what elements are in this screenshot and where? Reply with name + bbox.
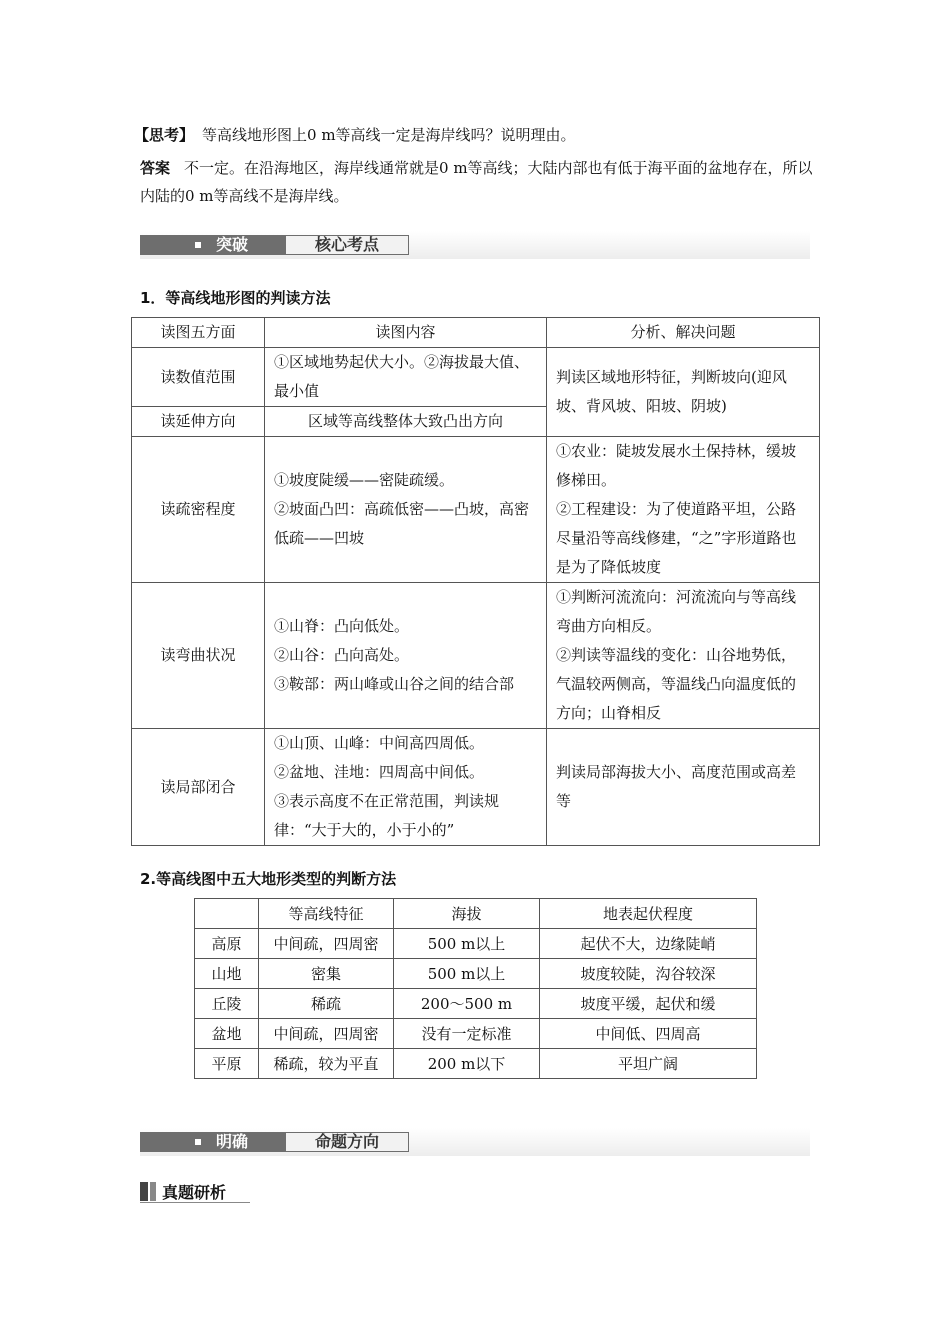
banner-dark-label [140, 235, 285, 255]
table-cell-content [265, 437, 547, 583]
content-line: ①山顶、山峰：中间高四周低。 [274, 734, 485, 752]
table-cell-analysis: 判读局部海拔大小、高度范围或高差等 [547, 729, 820, 846]
table-cell: 坡度较陡，沟谷较深 [540, 959, 757, 989]
banner-light-label: 核心考点 [285, 235, 409, 255]
table-cell: 盆地 [195, 1019, 259, 1049]
content-line: ③鞍部：两山峰或山谷之间的结合部 [274, 675, 515, 693]
table-row [195, 1019, 757, 1049]
landform-types-table [194, 898, 757, 1079]
table-cell: 200～500 m [394, 989, 540, 1019]
table-header: 读图内容 [265, 318, 547, 348]
content-line: ①坡度陡缓——密陡疏缓。 [274, 471, 455, 489]
section1-title: 1．等高线地形图的判读方法 [140, 289, 331, 307]
table-cell-analysis [547, 583, 820, 729]
answer-tag: 答案 [140, 159, 171, 177]
subsection-heading-text: 真题研析 [162, 1183, 227, 1202]
table-header: 等高线特征 [259, 899, 394, 929]
table-row [195, 989, 757, 1019]
table-cell: 500 m以上 [394, 929, 540, 959]
table-cell: 坡度平缓，起伏和缓 [540, 989, 757, 1019]
content-line: ②山谷：凸向高处。 [274, 646, 410, 664]
analysis-line: ①判断河流流向：河流流向与等高线弯曲方向相反。 [556, 588, 797, 635]
table-cell: 山地 [195, 959, 259, 989]
table-cell: 稀疏 [259, 989, 394, 1019]
table-cell: 中间疏，四周密 [259, 1019, 394, 1049]
table-cell: 平原 [195, 1049, 259, 1079]
heading-bar-icon [150, 1182, 156, 1201]
analysis-line: ①农业：陡坡发展水土保持林，缓坡修梯田。 [556, 442, 797, 489]
square-bullet-icon [195, 242, 201, 248]
answer-text: 不一定。在沿海地区，海岸线通常就是0 m等高线；大陆内部也有低于海平面的盆地存在，所以内陆的0 m等高线不是海岸线。 [140, 159, 813, 205]
table-cell-content: 区域等高线整体大致凸出方向 [265, 407, 547, 437]
table-cell: 丘陵 [195, 989, 259, 1019]
heading-underline [140, 1202, 250, 1203]
banner-dark-text: 明确 [216, 1132, 249, 1151]
heading-bar-icon [140, 1182, 148, 1201]
subsection-heading [140, 1179, 250, 1203]
table-cell: 500 m以上 [394, 959, 540, 989]
banner-dark-label [140, 1132, 285, 1152]
content-line: ①山脊：凸向低处。 [274, 617, 410, 635]
table-cell: 没有一定标准 [394, 1019, 540, 1049]
table-cell-aspect: 读疏密程度 [132, 437, 265, 583]
table-row [195, 1049, 757, 1079]
table-header: 分析、解决问题 [547, 318, 820, 348]
table-cell-aspect: 读数值范围 [132, 348, 265, 407]
analysis-line: ②判读等温线的变化：山谷地势低，气温较两侧高，等温线凸向温度低的方向；山脊相反 [556, 646, 797, 722]
content-line: ③表示高度不在正常范围，判读规律：“大于大的，小于小的” [274, 792, 500, 839]
table-cell-aspect: 读弯曲状况 [132, 583, 265, 729]
table-cell-analysis [547, 437, 820, 583]
table-cell: 平坦广阔 [540, 1049, 757, 1079]
table-cell: 中间疏，四周密 [259, 929, 394, 959]
table-cell: 稀疏，较为平直 [259, 1049, 394, 1079]
think-tag: 【思考】 [134, 126, 195, 144]
section2-title: 2.等高线图中五大地形类型的判断方法 [140, 870, 397, 888]
table-cell: 密集 [259, 959, 394, 989]
table-header: 海拔 [394, 899, 540, 929]
think-text: 等高线地形图上0 m等高线一定是海岸线吗？说明理由。 [202, 126, 576, 144]
answer-paragraph [140, 154, 820, 210]
table-cell-content [265, 583, 547, 729]
table-header: 地表起伏程度 [540, 899, 757, 929]
table-row [195, 929, 757, 959]
banner-dark-text: 突破 [216, 235, 249, 254]
table-header [195, 899, 259, 929]
content-line: ②盆地、洼地：四周高中间低。 [274, 763, 485, 781]
contour-reading-table [131, 317, 820, 846]
table-row [195, 959, 757, 989]
section-banner-breakthrough [140, 231, 810, 259]
table-cell-analysis: 判读区域地形特征，判断坡向(迎风坡、背风坡、阳坡、阴坡) [547, 348, 820, 437]
table-cell-aspect: 读局部闭合 [132, 729, 265, 846]
table-cell-aspect: 读延伸方向 [132, 407, 265, 437]
table-cell: 起伏不大，边缘陡峭 [540, 929, 757, 959]
table-cell-content: ①区域地势起伏大小。②海拔最大值、最小值 [265, 348, 547, 407]
table-cell: 200 m以下 [394, 1049, 540, 1079]
content-line: ②坡面凸凹：高疏低密——凸坡，高密低疏——凹坡 [274, 500, 530, 547]
table-header: 读图五方面 [132, 318, 265, 348]
table-cell: 高原 [195, 929, 259, 959]
table-cell: 中间低、四周高 [540, 1019, 757, 1049]
square-bullet-icon [195, 1139, 201, 1145]
table-cell-content [265, 729, 547, 846]
section-banner-direction [140, 1128, 810, 1156]
think-question [134, 124, 824, 146]
analysis-line: ②工程建设：为了使道路平坦，公路尽量沿等高线修建，“之”字形道路也是为了降低坡度 [556, 500, 797, 576]
banner-light-label: 命题方向 [285, 1132, 409, 1152]
